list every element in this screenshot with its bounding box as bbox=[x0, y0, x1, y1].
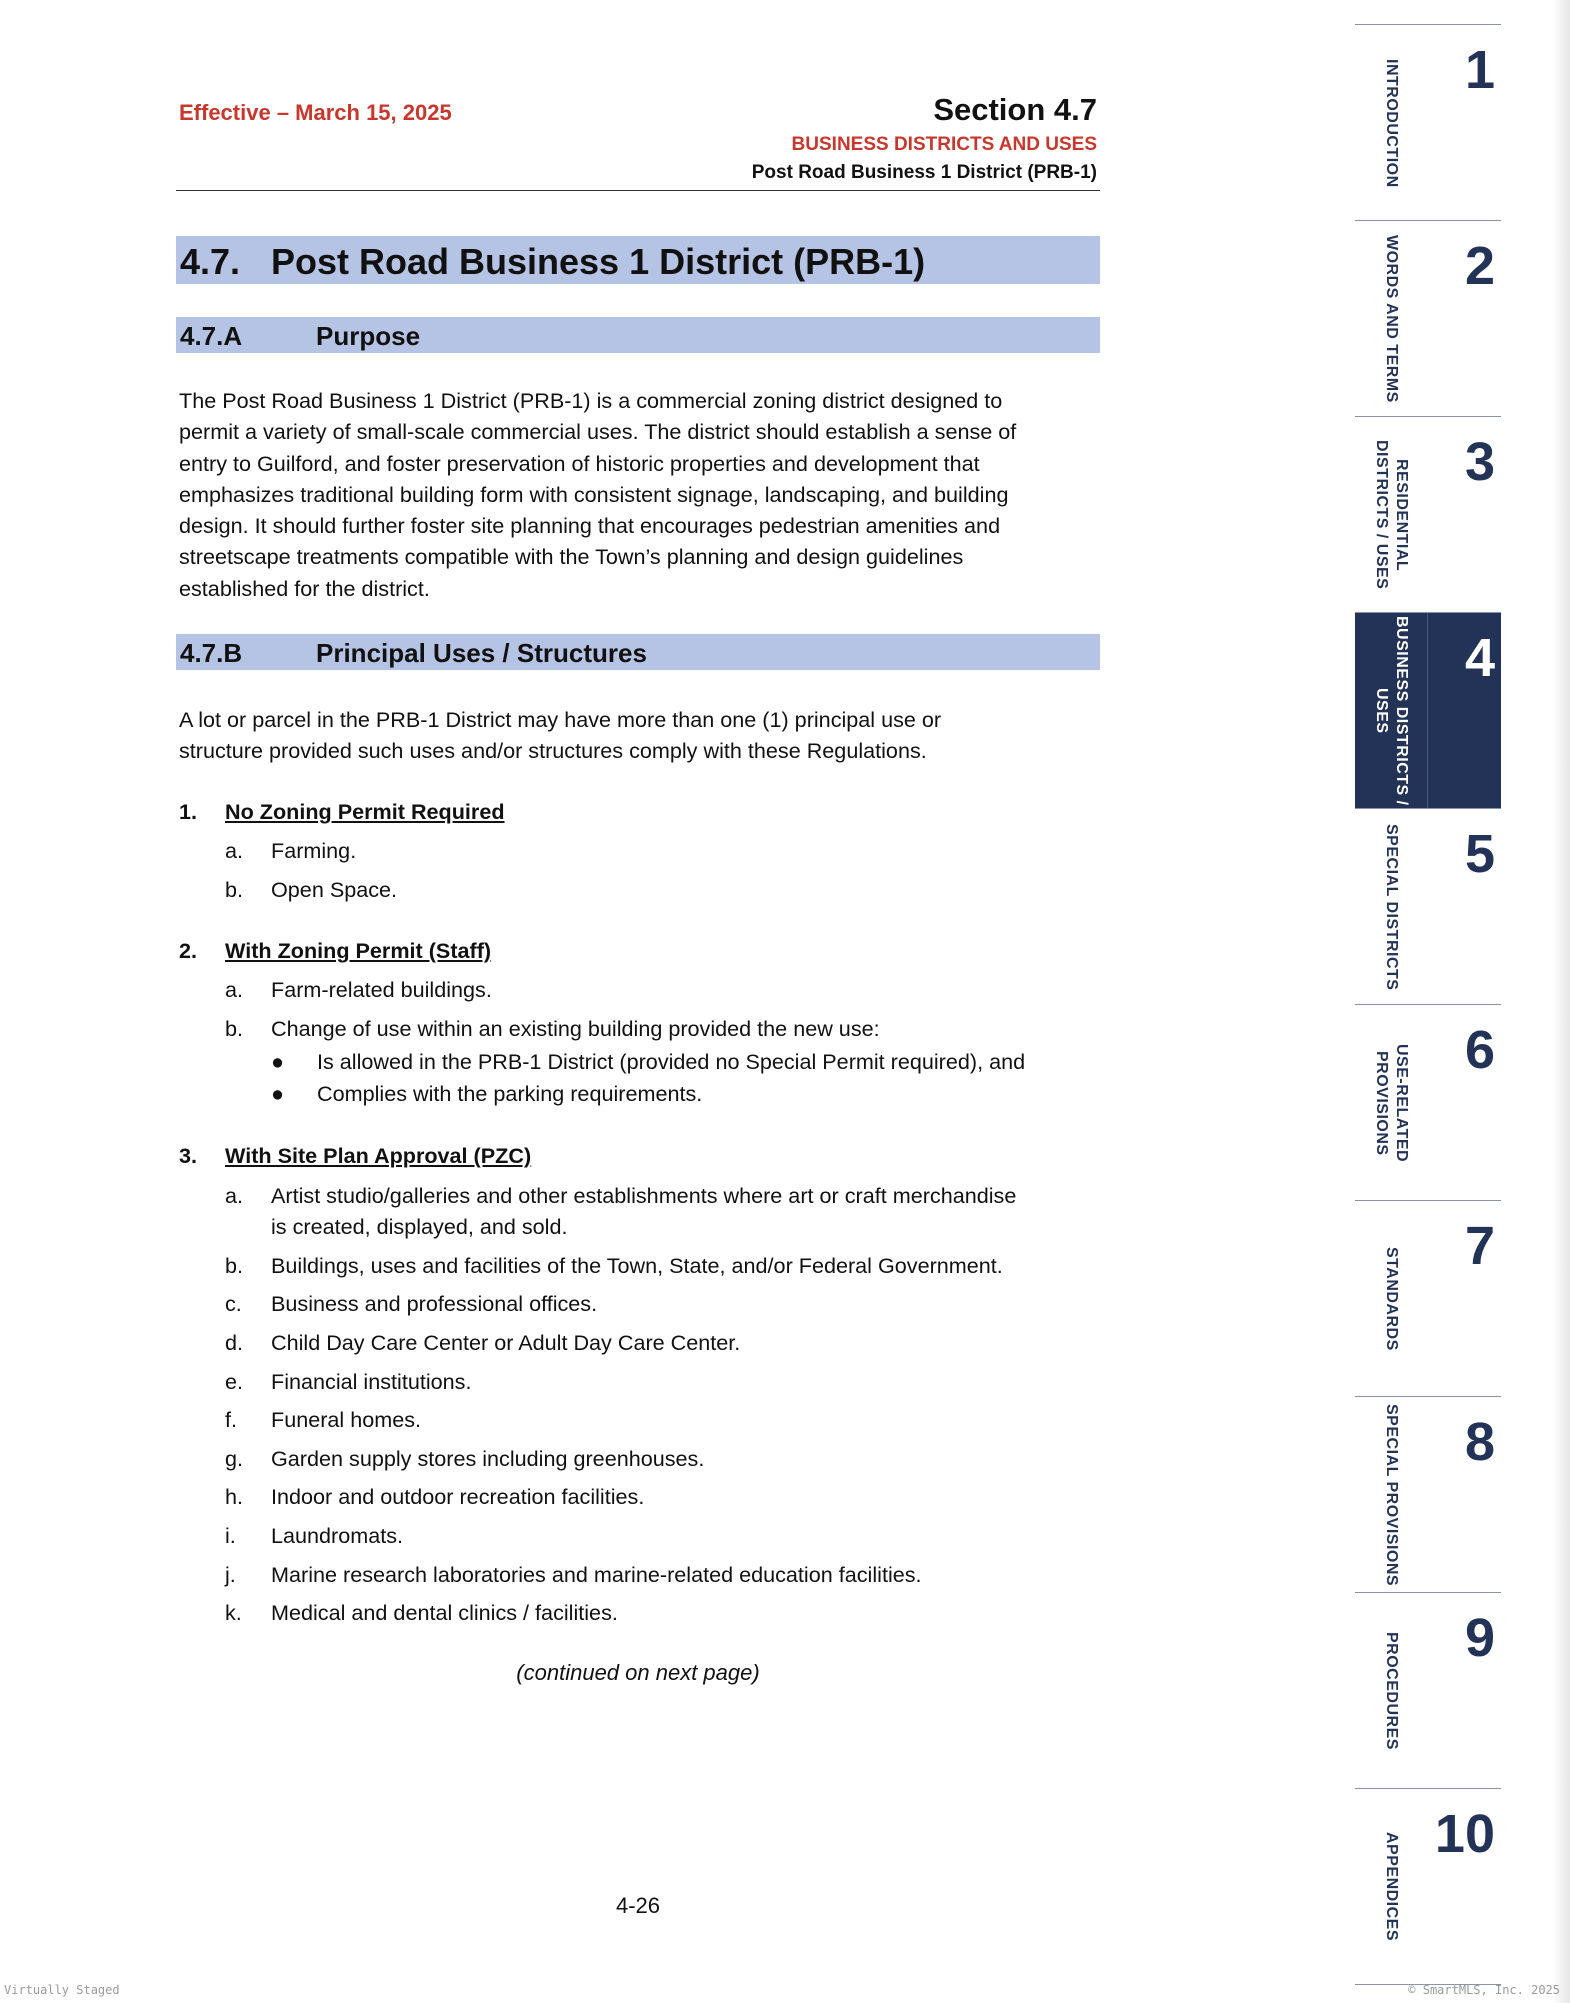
chapter-tab-number: 7 bbox=[1464, 1216, 1495, 1276]
chapter-tab-label: USE-RELATED PROVISIONS bbox=[1373, 1043, 1410, 1163]
watermark-left: Virtually Staged bbox=[4, 1983, 120, 1997]
continued-note: (continued on next page) bbox=[516, 1660, 760, 1685]
group-title: With Site Plan Approval (PZC) bbox=[225, 1143, 532, 1168]
paragraph-line: streetscape treatments compatible with the Town’s planning and design guidelines bbox=[179, 544, 964, 570]
chapter-tab-number: 5 bbox=[1464, 824, 1495, 884]
item-text: Garden supply stores including greenhouses. bbox=[271, 1446, 705, 1471]
chapter-tab-8[interactable] bbox=[1355, 1396, 1501, 1592]
chapter-tab-2[interactable] bbox=[1355, 220, 1501, 416]
item-letter: e. bbox=[225, 1369, 244, 1394]
item-letter: h. bbox=[225, 1484, 244, 1509]
bullet-icon: ● bbox=[271, 1081, 285, 1106]
header-divider bbox=[176, 190, 1100, 191]
chapter-tab-3[interactable] bbox=[1355, 416, 1501, 612]
chapter-tab-6[interactable] bbox=[1355, 1004, 1501, 1200]
paragraph-line: A lot or parcel in the PRB-1 District may have more than one (1) principal use or bbox=[179, 707, 942, 732]
purpose-paragraph bbox=[179, 385, 1099, 604]
item-letter: f. bbox=[225, 1407, 237, 1432]
section-subtitle: Post Road Business 1 District (PRB-1) bbox=[751, 162, 1097, 183]
chapter-tab-1[interactable] bbox=[1355, 24, 1501, 220]
item-letter: a. bbox=[225, 838, 244, 863]
item-text: Farming. bbox=[271, 838, 357, 863]
chapter-tab-number: 6 bbox=[1464, 1020, 1495, 1080]
principal-uses-heading-band bbox=[176, 634, 1100, 670]
item-text: Business and professional offices. bbox=[271, 1291, 598, 1316]
chapter-tab-label: STANDARDS bbox=[1383, 1247, 1400, 1351]
tab-divider bbox=[1427, 613, 1428, 809]
group-number: 2. bbox=[179, 938, 198, 963]
item-letter: k. bbox=[225, 1600, 242, 1625]
item-letter: a. bbox=[225, 977, 244, 1002]
chapter-tab-7[interactable] bbox=[1355, 1200, 1501, 1396]
chapter-tab-label: BUSINESS DISTRICTS / USES bbox=[1373, 616, 1410, 806]
paragraph-line: structure provided such uses and/or structures comply with these Regulations. bbox=[179, 738, 927, 764]
paragraph-line: The Post Road Business 1 District (PRB-1) is a commercial zoning district designed to bbox=[179, 388, 1003, 413]
chapter-tab-label: APPENDICES bbox=[1383, 1832, 1400, 1942]
paragraph-line: established for the district. bbox=[179, 575, 430, 601]
group-number: 1. bbox=[179, 799, 198, 824]
chapter-tab-number: 10 bbox=[1434, 1804, 1495, 1864]
purpose-number: 4.7.A bbox=[180, 321, 243, 351]
item-text: Funeral homes. bbox=[271, 1407, 422, 1432]
item-letter: b. bbox=[225, 1016, 244, 1041]
page-edge-shadow bbox=[1552, 0, 1570, 2003]
chapter-tab-number: 9 bbox=[1464, 1608, 1495, 1668]
watermark-right: © SmartMLS, Inc. 2025 bbox=[1408, 1983, 1560, 1997]
group-title: With Zoning Permit (Staff) bbox=[225, 938, 492, 963]
bullet-icon: ● bbox=[271, 1049, 285, 1074]
chapter-tab-number: 4 bbox=[1464, 628, 1495, 688]
paragraph-line: emphasizes traditional building form with consistent signage, landscaping, and building bbox=[179, 481, 1009, 507]
chapter-tab-9[interactable] bbox=[1355, 1592, 1501, 1788]
item-text: Child Day Care Center or Adult Day Care Center. bbox=[271, 1330, 741, 1355]
chapter-tab-4[interactable] bbox=[1355, 612, 1501, 808]
purpose-heading-band bbox=[176, 317, 1100, 353]
paragraph-line: entry to Guilford, and foster preservation of historic properties and development that bbox=[179, 450, 980, 476]
item-text: Artist studio/galleries and other establishments where art or craft merchandise bbox=[271, 1183, 1017, 1208]
chapter-tab-number: 1 bbox=[1464, 40, 1495, 100]
paragraph-line: design. It should further foster site planning that encourages pedestrian amenities and bbox=[179, 513, 1001, 539]
paragraph-line: permit a variety of small-scale commercial uses. The district should establish a sense of bbox=[179, 419, 1017, 445]
item-text: Medical and dental clinics / facilities. bbox=[271, 1600, 618, 1625]
chapter-tab-label: SPECIAL DISTRICTS bbox=[1383, 823, 1400, 991]
bullet-text: Complies with the parking requirements. bbox=[317, 1081, 703, 1106]
chapter-tab-label: INTRODUCTION bbox=[1383, 58, 1400, 188]
group-title: No Zoning Permit Required bbox=[225, 799, 505, 824]
purpose-heading: Purpose bbox=[316, 321, 421, 351]
page-title-band bbox=[176, 236, 1100, 284]
principal-uses-number: 4.7.B bbox=[180, 638, 243, 668]
item-letter: d. bbox=[225, 1330, 244, 1355]
page-title: Post Road Business 1 District (PRB-1) bbox=[271, 241, 926, 282]
item-text: Buildings, uses and facilities of the Town, State, and/or Federal Government. bbox=[271, 1253, 1003, 1278]
chapter-tab-number: 2 bbox=[1464, 236, 1495, 296]
item-text: Marine research laboratories and marine-related education facilities. bbox=[271, 1562, 922, 1587]
chapter-tab-label: WORDS AND TERMS bbox=[1383, 235, 1400, 403]
item-letter: b. bbox=[225, 877, 244, 902]
chapter-tab-5[interactable] bbox=[1355, 808, 1501, 1004]
chapter-tab-number: 8 bbox=[1464, 1412, 1495, 1472]
chapter-tab-label: SPECIAL PROVISIONS bbox=[1383, 1403, 1400, 1587]
item-letter: b. bbox=[225, 1253, 244, 1278]
chapter-tab-label: PROCEDURES bbox=[1383, 1632, 1400, 1750]
item-text: Change of use within an existing building provided the new use: bbox=[271, 1016, 880, 1041]
item-letter: a. bbox=[225, 1183, 244, 1208]
item-letter: g. bbox=[225, 1446, 244, 1471]
principal-uses-paragraph bbox=[179, 704, 1099, 767]
item-letter: i. bbox=[225, 1523, 236, 1548]
item-text: Indoor and outdoor recreation facilities. bbox=[271, 1484, 645, 1509]
page-number: 4-26 bbox=[615, 1893, 661, 1918]
chapter-tab-10[interactable] bbox=[1355, 1788, 1501, 1984]
effective-date: Effective – March 15, 2025 bbox=[179, 100, 452, 125]
item-text: is created, displayed, and sold. bbox=[271, 1214, 568, 1239]
item-letter: c. bbox=[225, 1291, 242, 1316]
group-number: 3. bbox=[179, 1143, 198, 1168]
item-text: Financial institutions. bbox=[271, 1369, 472, 1394]
item-text: Open Space. bbox=[271, 877, 398, 902]
section-category: BUSINESS DISTRICTS AND USES bbox=[791, 134, 1097, 155]
item-letter: j. bbox=[225, 1562, 236, 1587]
bullet-text: Is allowed in the PRB-1 District (provided no Special Permit required), and bbox=[317, 1049, 1026, 1074]
item-text: Laundromats. bbox=[271, 1523, 404, 1548]
chapter-tab-label: RESIDENTIAL DISTRICTS / USES bbox=[1373, 440, 1410, 590]
page-title-number: 4.7. bbox=[180, 241, 241, 282]
chapter-tab-number: 3 bbox=[1464, 432, 1495, 492]
chapter-tabs bbox=[1355, 24, 1501, 1989]
principal-uses-heading: Principal Uses / Structures bbox=[316, 638, 647, 668]
section-number: Section 4.7 bbox=[933, 92, 1097, 127]
item-text: Farm-related buildings. bbox=[271, 977, 492, 1002]
